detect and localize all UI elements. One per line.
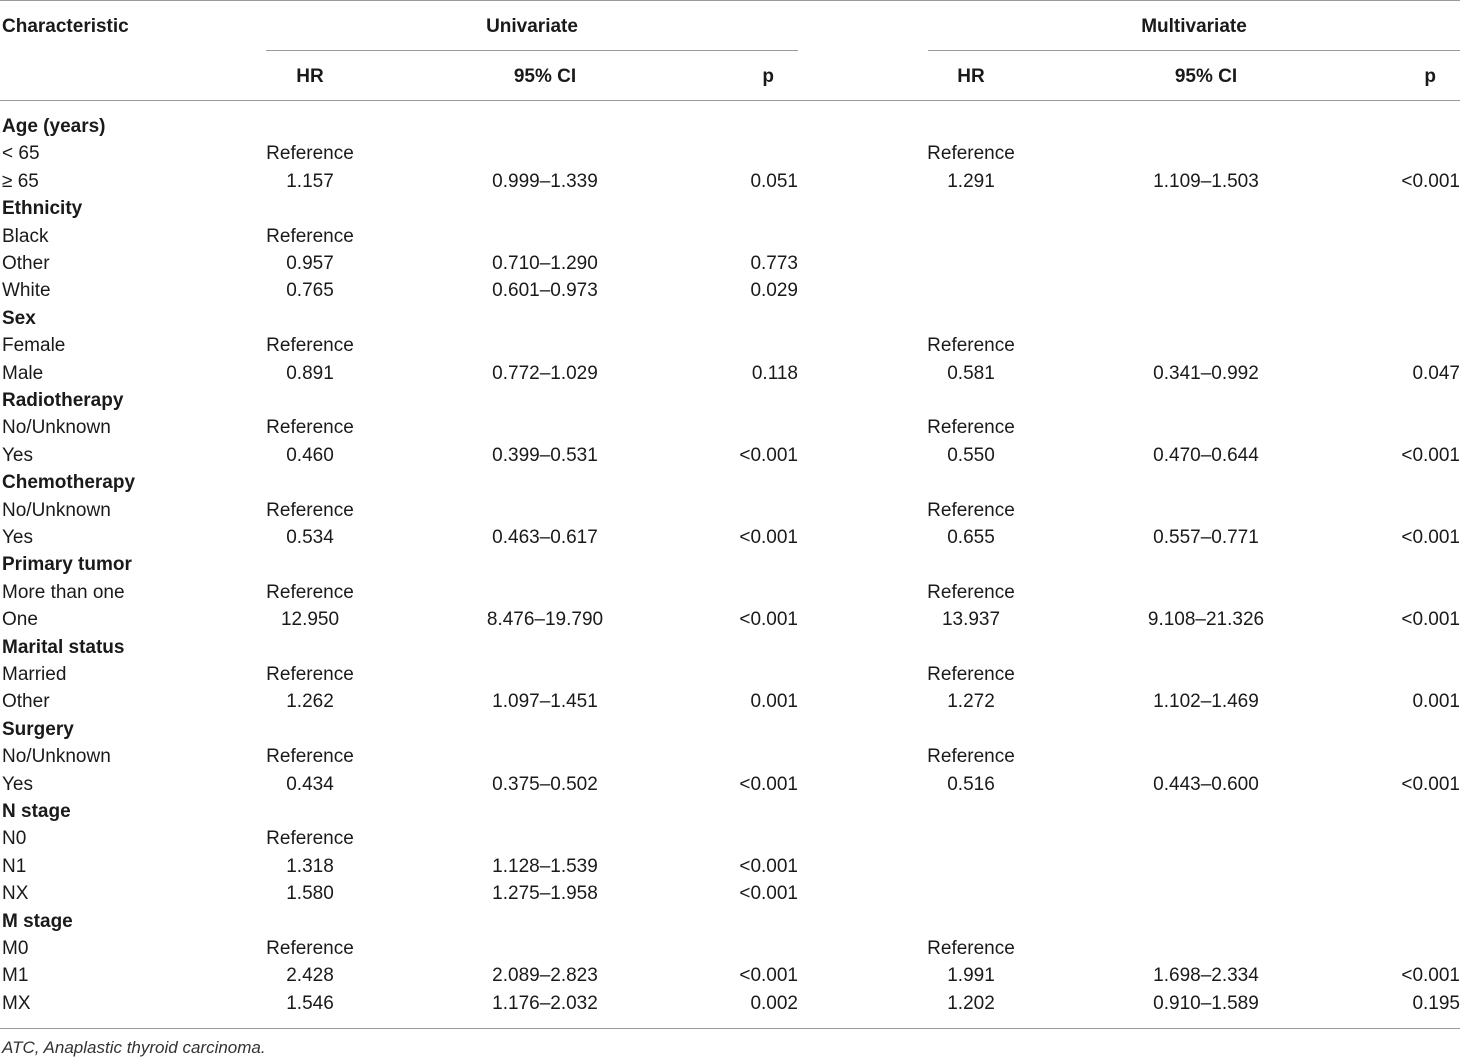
group-label: Surgery bbox=[2, 719, 74, 740]
group-label: Age (years) bbox=[2, 116, 106, 137]
univariate-p-cell: <0.001 bbox=[739, 883, 798, 904]
univariate-hr-cell: 2.428 bbox=[286, 965, 334, 986]
multivariate-hr-cell: Reference bbox=[927, 417, 1015, 438]
univariate-hr-cell: 1.318 bbox=[286, 856, 334, 877]
multivariate-ci-cell: 0.910–1.589 bbox=[1153, 993, 1259, 1014]
univariate-p-cell: <0.001 bbox=[739, 774, 798, 795]
univariate-p-cell: 0.118 bbox=[751, 363, 798, 384]
multivariate-underline bbox=[928, 50, 1460, 51]
univariate-ci-cell: 0.399–0.531 bbox=[492, 445, 598, 466]
univariate-hr-cell: 1.580 bbox=[286, 883, 334, 904]
multivariate-ci-cell: 1.109–1.503 bbox=[1153, 171, 1259, 192]
univariate-ci-cell: 0.999–1.339 bbox=[492, 171, 598, 192]
multivariate-hr-cell: Reference bbox=[927, 938, 1015, 959]
univariate-hr-cell: 0.534 bbox=[286, 527, 334, 548]
multivariate-ci-cell: 9.108–21.326 bbox=[1147, 609, 1265, 630]
univariate-p-cell: 0.002 bbox=[750, 993, 798, 1014]
row-label: Other bbox=[2, 691, 50, 712]
row-label: ≥ 65 bbox=[2, 171, 39, 192]
row-label: No/Unknown bbox=[2, 746, 111, 767]
row-label: One bbox=[2, 609, 38, 630]
group-label: Marital status bbox=[2, 637, 125, 658]
univariate-hr-cell: 0.434 bbox=[286, 774, 334, 795]
header-u-hr: HR bbox=[296, 66, 324, 87]
univariate-ci-cell: 8.476–19.790 bbox=[486, 609, 604, 630]
univariate-ci-cell: 1.275–1.958 bbox=[492, 883, 598, 904]
univariate-hr-cell: Reference bbox=[266, 143, 354, 164]
multivariate-p-cell: <0.001 bbox=[1401, 527, 1460, 548]
multivariate-hr-cell: 13.937 bbox=[941, 609, 1001, 630]
footnote: ATC, Anaplastic thyroid carcinoma. bbox=[2, 1038, 266, 1057]
row-label: Yes bbox=[2, 774, 33, 795]
header-m-ci: 95% CI bbox=[1174, 66, 1238, 87]
univariate-p-cell: 0.029 bbox=[750, 280, 798, 301]
row-label: White bbox=[2, 280, 51, 301]
group-label: Primary tumor bbox=[2, 554, 132, 575]
row-label: Black bbox=[2, 226, 49, 247]
group-label: Ethnicity bbox=[2, 198, 83, 219]
multivariate-hr-cell: 0.516 bbox=[947, 774, 995, 795]
multivariate-hr-cell: 0.550 bbox=[947, 445, 995, 466]
multivariate-ci-cell: 0.470–0.644 bbox=[1153, 445, 1259, 466]
multivariate-hr-cell: Reference bbox=[927, 335, 1015, 356]
univariate-p-cell: <0.001 bbox=[739, 527, 798, 548]
multivariate-hr-cell: Reference bbox=[927, 500, 1015, 521]
multivariate-p-cell: <0.001 bbox=[1401, 774, 1460, 795]
univariate-ci-cell: 2.089–2.823 bbox=[492, 965, 598, 986]
univariate-ci-cell: 0.710–1.290 bbox=[492, 253, 598, 274]
univariate-hr-cell: Reference bbox=[266, 938, 354, 959]
row-label: Yes bbox=[2, 445, 33, 466]
header-multivariate: Multivariate bbox=[1141, 16, 1247, 37]
multivariate-hr-cell: 1.202 bbox=[947, 993, 995, 1014]
multivariate-p-cell: <0.001 bbox=[1401, 171, 1460, 192]
univariate-p-cell: 0.001 bbox=[750, 691, 798, 712]
multivariate-ci-cell: 0.341–0.992 bbox=[1153, 363, 1259, 384]
multivariate-p-cell: 0.001 bbox=[1412, 691, 1460, 712]
univariate-hr-cell: 0.891 bbox=[286, 363, 334, 384]
univariate-hr-cell: Reference bbox=[266, 746, 354, 767]
group-label: Radiotherapy bbox=[2, 390, 124, 411]
row-label: N1 bbox=[2, 856, 27, 877]
univariate-hr-cell: 0.957 bbox=[286, 253, 334, 274]
row-label: Male bbox=[2, 363, 44, 384]
multivariate-hr-cell: 1.272 bbox=[947, 691, 995, 712]
group-label: Sex bbox=[2, 308, 36, 329]
multivariate-p-cell: 0.195 bbox=[1412, 993, 1460, 1014]
multivariate-hr-cell: 1.291 bbox=[947, 171, 995, 192]
multivariate-hr-cell: 1.991 bbox=[947, 965, 995, 986]
univariate-ci-cell: 1.097–1.451 bbox=[492, 691, 598, 712]
univariate-hr-cell: Reference bbox=[266, 417, 354, 438]
univariate-ci-cell: 0.463–0.617 bbox=[492, 527, 598, 548]
multivariate-p-cell: <0.001 bbox=[1401, 965, 1460, 986]
univariate-hr-cell: Reference bbox=[266, 664, 354, 685]
top-rule bbox=[0, 0, 1460, 1]
univariate-hr-cell: 1.157 bbox=[286, 171, 334, 192]
multivariate-ci-cell: 0.557–0.771 bbox=[1153, 527, 1259, 548]
row-label: NX bbox=[2, 883, 29, 904]
header-bottom-rule bbox=[0, 100, 1460, 101]
row-label: Yes bbox=[2, 527, 33, 548]
univariate-p-cell: 0.773 bbox=[750, 253, 798, 274]
row-label: M1 bbox=[2, 965, 29, 986]
group-label: N stage bbox=[2, 801, 71, 822]
row-label: < 65 bbox=[2, 143, 40, 164]
row-label: Married bbox=[2, 664, 67, 685]
header-m-hr: HR bbox=[957, 66, 985, 87]
group-label: M stage bbox=[2, 911, 73, 932]
multivariate-hr-cell: 0.581 bbox=[947, 363, 995, 384]
row-label: M0 bbox=[2, 938, 29, 959]
multivariate-hr-cell: Reference bbox=[927, 143, 1015, 164]
univariate-p-cell: 0.051 bbox=[750, 171, 798, 192]
univariate-hr-cell: 0.765 bbox=[286, 280, 334, 301]
multivariate-p-cell: <0.001 bbox=[1401, 445, 1460, 466]
univariate-p-cell: <0.001 bbox=[739, 445, 798, 466]
header-characteristic: Characteristic bbox=[2, 16, 129, 37]
univariate-hr-cell: Reference bbox=[266, 582, 354, 603]
row-label: No/Unknown bbox=[2, 500, 111, 521]
univariate-hr-cell: 1.262 bbox=[286, 691, 334, 712]
multivariate-p-cell: 0.047 bbox=[1412, 363, 1460, 384]
multivariate-hr-cell: Reference bbox=[927, 746, 1015, 767]
multivariate-ci-cell: 1.698–2.334 bbox=[1153, 965, 1259, 986]
univariate-hr-cell: Reference bbox=[266, 500, 354, 521]
multivariate-p-cell: <0.001 bbox=[1401, 609, 1460, 630]
univariate-p-cell: <0.001 bbox=[739, 609, 798, 630]
row-label: No/Unknown bbox=[2, 417, 111, 438]
univariate-ci-cell: 0.601–0.973 bbox=[492, 280, 598, 301]
row-label: Other bbox=[2, 253, 50, 274]
univariate-hr-cell: 12.950 bbox=[280, 609, 340, 630]
univariate-p-cell: <0.001 bbox=[739, 856, 798, 877]
univariate-hr-cell: Reference bbox=[266, 335, 354, 356]
row-label: N0 bbox=[2, 828, 27, 849]
univariate-ci-cell: 0.772–1.029 bbox=[492, 363, 598, 384]
row-label: More than one bbox=[2, 582, 125, 603]
header-u-p: p bbox=[762, 66, 774, 87]
row-label: MX bbox=[2, 993, 31, 1014]
univariate-ci-cell: 0.375–0.502 bbox=[492, 774, 598, 795]
group-label: Chemotherapy bbox=[2, 472, 136, 493]
univariate-hr-cell: 0.460 bbox=[286, 445, 334, 466]
univariate-ci-cell: 1.176–2.032 bbox=[492, 993, 598, 1014]
multivariate-ci-cell: 0.443–0.600 bbox=[1153, 774, 1259, 795]
row-label: Female bbox=[2, 335, 66, 356]
header-u-ci: 95% CI bbox=[513, 66, 577, 87]
univariate-hr-cell: 1.546 bbox=[286, 993, 334, 1014]
univariate-hr-cell: Reference bbox=[266, 226, 354, 247]
multivariate-ci-cell: 1.102–1.469 bbox=[1153, 691, 1259, 712]
univariate-ci-cell: 1.128–1.539 bbox=[492, 856, 598, 877]
header-m-p: p bbox=[1424, 66, 1436, 87]
univariate-hr-cell: Reference bbox=[266, 828, 354, 849]
univariate-p-cell: <0.001 bbox=[739, 965, 798, 986]
header-univariate: Univariate bbox=[486, 16, 578, 37]
table-bottom-rule bbox=[0, 1028, 1460, 1029]
univariate-underline bbox=[266, 50, 798, 51]
multivariate-hr-cell: 0.655 bbox=[947, 527, 995, 548]
multivariate-hr-cell: Reference bbox=[927, 664, 1015, 685]
multivariate-hr-cell: Reference bbox=[927, 582, 1015, 603]
